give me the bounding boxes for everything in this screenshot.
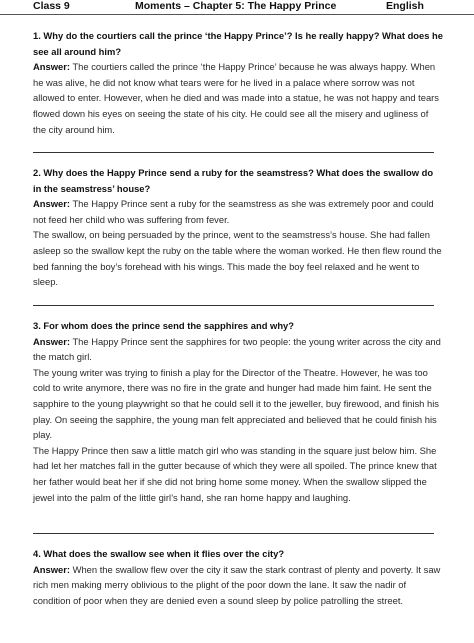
answer-paragraph <box>33 59 443 137</box>
answer-paragraph <box>33 334 443 365</box>
answer-paragraph <box>33 196 443 227</box>
question-text: 2. Why does the Happy Prince send a ruby for the seamstress? What does the swallow do in the seamstress’ house? <box>33 167 434 194</box>
subject-label: English <box>386 0 424 12</box>
answer-label: Answer: <box>33 61 70 73</box>
question-block-3 <box>33 318 443 505</box>
answer-text: The Happy Prince sent the sapphires for two people: the young writer across the city and the match girl. <box>33 335 441 363</box>
answer-text: The courtiers called the prince ‘the Happy Prince’ because he was always happy. When he was alive, he did not know what tears were for he lived in a palace where sorrow was not allowed to enter. However, when he died and was made into a statue, he was not happy and tears flowed down his eyes on seeing the state of his city. He could see all the misery and ugliness of the city around him. <box>33 61 439 135</box>
question-block-1 <box>33 28 443 137</box>
divider <box>33 152 434 153</box>
class-label: Class 9 <box>33 0 70 12</box>
answer-paragraph: The swallow, on being persuaded by the prince, went to the seamstress’s house. She had fallen asleep so the swallow kept the ruby on the table where the woman worked. He then flew round the bed fanning the boy’s forehead with his wings. This made the boy feel relaxed and he went to sleep. <box>33 229 442 288</box>
divider <box>33 533 434 534</box>
answer-paragraph: The young writer was trying to finish a play for the Director of the Theatre. However, he was too cold to write anymore, there was no fire in the grate and hunger had made him faint. He sent the sapphire to the young playwright so that he could sell it to the jeweller, buy firewood, and finish his play. On seeing the sapphire, the young man felt appreciated and believed that he could finish his play. <box>33 366 439 441</box>
question-text: 3. For whom does the prince send the sapphires and why? <box>33 320 294 331</box>
question-block-4 <box>33 546 443 608</box>
answer-label: Answer: <box>33 335 70 347</box>
answer-paragraph: The Happy Prince then saw a little match girl who was standing in the square just below him. She had let her matches fall in the gutter because of which they were all spoiled. The prince knew that her father would beat her if she did not bring home some money. When the swallow slipped the jewel into the palm of the little girl’s hand, she ran home happy and laughing. <box>33 444 437 503</box>
answer-label: Answer: <box>33 563 70 575</box>
question-text: 4. What does the swallow see when it flies over the city? <box>33 548 285 559</box>
answer-text: The Happy Prince sent a ruby for the seamstress as she was extremely poor and could not feed her child who was suffering from fever. <box>33 198 434 225</box>
answer-paragraph <box>33 562 443 609</box>
divider <box>33 305 434 306</box>
answer-text: When the swallow flew over the city it saw the stark contrast of plenty and poverty. It saw rich men making merry oblivious to the plight of the poor down the lane. It saw the nadir of condition of poor when they are denied even a sound sleep by police patrolling the street. <box>33 563 441 606</box>
chapter-title: Moments – Chapter 5: The Happy Prince <box>135 0 337 12</box>
answer-label: Answer: <box>33 198 70 210</box>
question-text: 1. Why do the courtiers call the prince ‘the Happy Prince’? Is he really happy? What does he see all around him? <box>33 30 443 57</box>
page-header <box>0 0 474 15</box>
question-block-2 <box>33 165 443 290</box>
